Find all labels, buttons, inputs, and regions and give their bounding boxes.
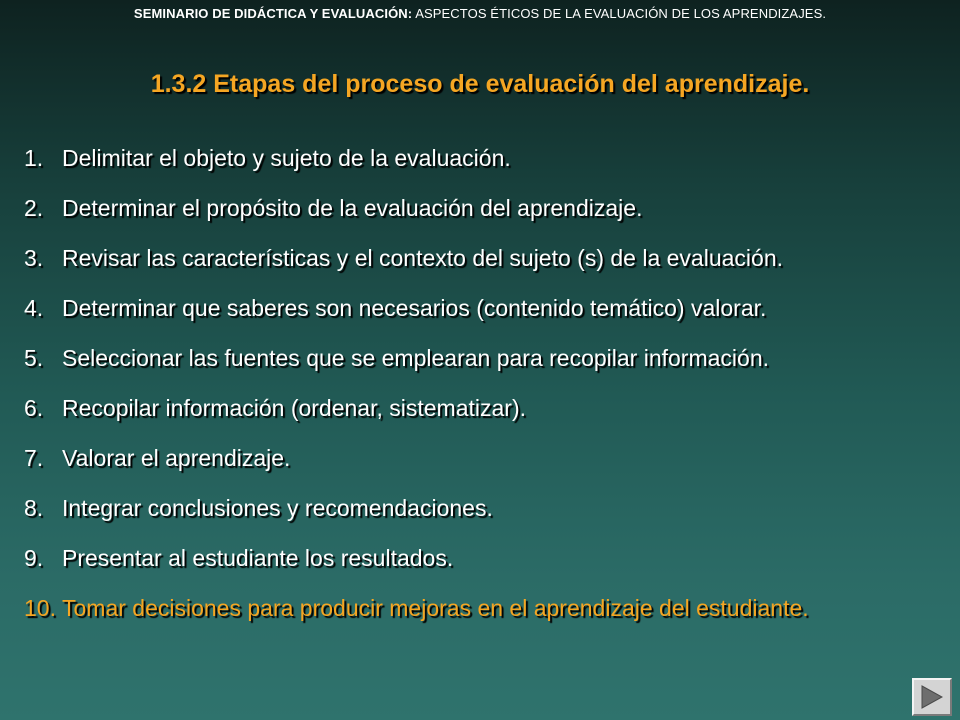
step-number: 6. xyxy=(24,395,44,421)
step-number: 9. xyxy=(24,545,44,571)
list-item-highlighted xyxy=(24,593,940,623)
step-number: 2. xyxy=(24,195,44,221)
list-item xyxy=(24,393,940,423)
step-text: Delimitar el objeto y sujeto de la evaluación. xyxy=(62,145,511,171)
step-text: Determinar que saberes son necesarios (contenido temático) valorar. xyxy=(62,295,767,321)
list-item xyxy=(24,143,940,173)
list-item xyxy=(24,343,940,373)
list-item xyxy=(24,493,940,523)
step-text: Presentar al estudiante los resultados. xyxy=(62,545,454,571)
step-text: Integrar conclusiones y recomendaciones. xyxy=(62,495,493,521)
step-number: 1. xyxy=(24,145,44,171)
step-text: Seleccionar las fuentes que se emplearan para recopilar información. xyxy=(62,345,770,371)
list-item xyxy=(24,293,940,323)
seminar-header xyxy=(0,6,960,21)
step-text: Revisar las características y el contexto del sujeto (s) de la evaluación. xyxy=(62,245,783,271)
play-triangle-icon xyxy=(921,685,943,709)
step-number: 5. xyxy=(24,345,44,371)
steps-list xyxy=(24,143,940,643)
step-text: Recopilar información (ordenar, sistematizar). xyxy=(62,395,527,421)
step-text: Tomar decisiones para producir mejoras en el aprendizaje del estudiante. xyxy=(62,595,809,621)
slide-title: 1.3.2 Etapas del proceso de evaluación del aprendizaje. xyxy=(150,70,810,98)
list-item xyxy=(24,543,940,573)
step-number: 10. xyxy=(24,595,56,621)
step-number: 7. xyxy=(24,445,44,471)
seminar-header-bold: SEMINARIO DE DIDÁCTICA Y EVALUACIÓN: xyxy=(133,6,413,21)
list-item xyxy=(24,193,940,223)
seminar-header-subtitle: ASPECTOS ÉTICOS DE LA EVALUACIÓN DE LOS APRENDIZAJES. xyxy=(412,6,827,21)
next-slide-button[interactable] xyxy=(912,678,952,716)
list-item xyxy=(24,443,940,473)
step-text: Valorar el aprendizaje. xyxy=(62,445,291,471)
step-number: 4. xyxy=(24,295,44,321)
step-number: 8. xyxy=(24,495,44,521)
step-text: Determinar el propósito de la evaluación del aprendizaje. xyxy=(62,195,643,221)
step-number: 3. xyxy=(24,245,44,271)
list-item xyxy=(24,243,940,273)
